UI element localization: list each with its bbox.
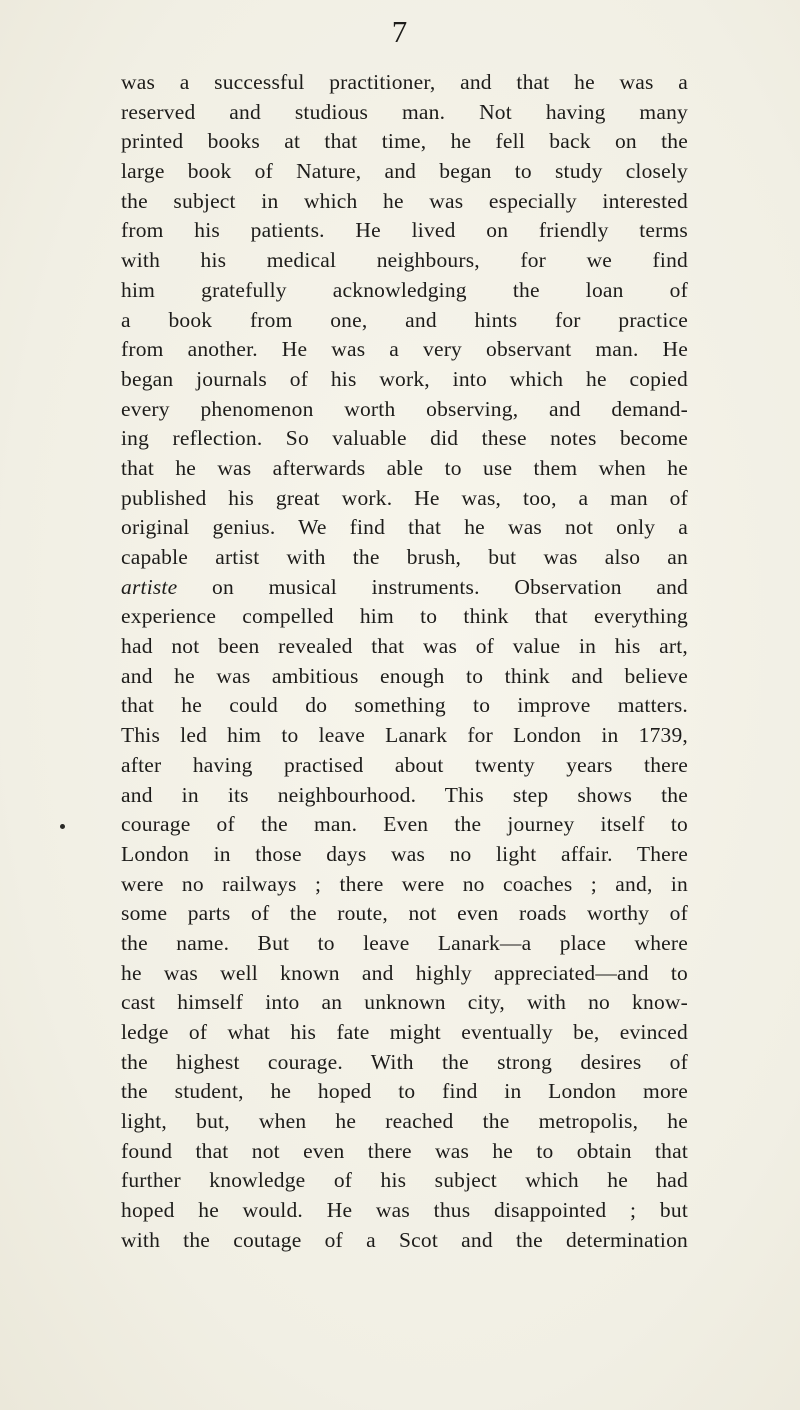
text-line: courage of the man. Even the journey itself to	[121, 812, 688, 837]
text-line: published his great work. He was, too, a man of	[121, 485, 688, 510]
text-line: ing reflection. So valuable did these notes become	[121, 426, 688, 451]
text-line-italic-word	[121, 573, 688, 603]
text-line: every phenomenon worth observing, and demand-	[121, 396, 688, 421]
text-line: a book from one, and hints for practice	[121, 307, 688, 332]
text-line: printed books at that time, he fell back on the	[121, 129, 688, 154]
text-line: further knowledge of his subject which he had	[121, 1168, 688, 1193]
text-line: with his medical neighbours, for we find	[121, 248, 688, 273]
text-line: some parts of the route, not even roads worthy of	[121, 901, 688, 926]
text-line: the highest courage. With the strong desires of	[121, 1049, 688, 1074]
text-line: experience compelled him to think that everything	[121, 604, 688, 629]
text-line: reserved and studious man. Not having many	[121, 99, 688, 124]
text-line: cast himself into an unknown city, with no know-	[121, 990, 688, 1015]
italic-word: artiste	[121, 574, 178, 599]
text-line: and in its neighbourhood. This step shows the	[121, 782, 688, 807]
text-line: him gratefully acknowledging the loan of	[121, 277, 688, 302]
line-remainder: on musical instruments. Observation and	[177, 574, 688, 599]
text-line: and he was ambitious enough to think and believe	[121, 663, 688, 688]
text-line: ledge of what his fate might eventually be, evinced	[121, 1020, 688, 1044]
text-line: with the coutage of a Scot and the determination	[121, 1227, 688, 1252]
margin-mark	[60, 824, 65, 829]
text-line: began journals of his work, into which he copied	[121, 366, 688, 391]
text-line: were no railways ; there were no coaches ; and, in	[121, 871, 688, 896]
text-line: original genius. We find that he was not only a	[121, 515, 688, 540]
body-text	[121, 68, 688, 1256]
text-line: the student, he hoped to find in London more	[121, 1079, 688, 1104]
text-line: This led him to leave Lanark for London in 1739,	[121, 723, 688, 748]
text-line: that he was afterwards able to use them when he	[121, 455, 688, 480]
text-line: found that not even there was he to obtain that	[121, 1138, 688, 1163]
text-line: had not been revealed that was of value in his art,	[121, 634, 688, 659]
text-line: hoped he would. He was thus disappointed ; but	[121, 1198, 688, 1223]
text-line: the subject in which he was especially interested	[121, 188, 688, 213]
text-line: was a successful practitioner, and that he was a	[121, 70, 688, 94]
text-line: the name. But to leave Lanark—a place where	[121, 930, 688, 955]
text-line: after having practised about twenty years there	[121, 752, 688, 777]
text-line: from another. He was a very observant man. He	[121, 337, 688, 362]
text-line: London in those days was no light affair. There	[121, 841, 688, 866]
text-line: capable artist with the brush, but was also an	[121, 545, 688, 569]
text-line: large book of Nature, and began to study closely	[121, 159, 688, 184]
text-line: from his patients. He lived on friendly terms	[121, 218, 688, 243]
page-number: 7	[391, 14, 409, 49]
text-line: that he could do something to improve matters.	[121, 693, 688, 718]
text-line: he was well known and highly appreciated—and to	[121, 960, 688, 985]
text-line: light, but, when he reached the metropolis, he	[121, 1109, 688, 1134]
